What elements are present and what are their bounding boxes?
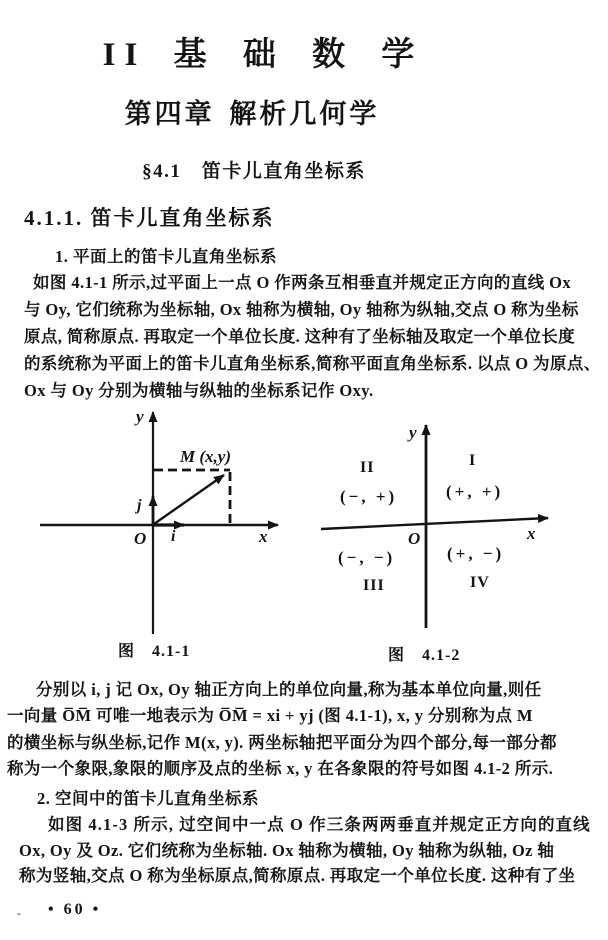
fig2-quadrant-4-sign: (+, −)	[447, 544, 505, 563]
body-line: Ox, Oy 及 Oz. 它们统称为坐标轴. Ox 轴称为横轴, Oy 轴称为纵轴, Oz 轴	[19, 840, 555, 860]
body-line: 一向量 O̅M̅ 可唯一地表示为 O̅M̅ = xi + yj (图 4.1-1), x, y 分别称为点 M	[7, 706, 533, 726]
part-title: II 基 础 数 学	[102, 37, 424, 73]
body-line: 称为竖轴,交点 O 称为坐标原点,简称原点. 再取定一个单位长度. 这种有了坐	[19, 866, 576, 886]
fig1-caption: 图 4.1-1	[118, 643, 191, 660]
subsection-title: 4.1.1. 笛卡儿直角坐标系	[24, 206, 275, 230]
figure-4-1-1-plane-coordinate-system	[28, 398, 320, 666]
fig2-x-axis-line	[321, 518, 548, 529]
fig2-x-axis-label: x	[527, 524, 536, 543]
body-line: 的横坐标与纵坐标,记作 M(x, y). 两坐标轴把平面分为四个部分,每一部分都	[7, 732, 557, 752]
section-title: §4.1 笛卡儿直角坐标系	[142, 161, 366, 182]
body-line: 的系统称为平面上的笛卡儿直角坐标系,简称平面直角坐标系. 以点 O 为原点、	[24, 354, 601, 373]
body-line: 分别以 i, j 记 Ox, Oy 轴正方向上的单位向量,称为基本单位向量,则任	[36, 680, 542, 699]
paragraph-2	[7, 677, 595, 782]
paragraph-1-heading: 1. 平面上的笛卡儿直角坐标系	[55, 247, 277, 266]
paragraph-1	[24, 269, 601, 404]
body-line: 与 Oy, 它们统称为坐标轴, Ox 轴称为横轴, Oy 轴称为纵轴,交点 O 称为坐标	[24, 300, 579, 319]
page-number: • 60 •	[48, 901, 102, 918]
scan-margin-mark: -	[17, 906, 21, 920]
fig2-quadrant-3-label: III	[363, 577, 385, 594]
fig2-origin-label: O	[408, 529, 421, 548]
body-line: 如图 4.1-3 所示, 过空间中一点 O 作三条两两垂直并规定正方向的直线	[48, 815, 591, 834]
body-line: Ox 与 Oy 分别为横轴与纵轴的坐标系记作 Oxy.	[24, 381, 374, 400]
fig1-y-axis-label: y	[136, 407, 144, 426]
fig2-caption: 图 4.1-2	[388, 647, 461, 664]
fig2-quadrant-3-sign: (−, −)	[338, 548, 396, 567]
fig2-quadrant-2-label: II	[360, 459, 375, 476]
fig1-vector-OM-arrow	[154, 475, 224, 524]
fig1-unit-i-label: i	[171, 528, 176, 545]
paragraph-3	[19, 812, 597, 889]
fig2-quadrant-1-label: I	[469, 452, 477, 469]
body-line: 称为一个象限,象限的顺序及点的坐标 x, y 在各象限的符号如图 4.1-2 所示.	[7, 758, 554, 778]
fig1-x-axis-label: x	[259, 527, 268, 546]
fig2-quadrant-2-sign: (−, +)	[340, 487, 398, 506]
fig1-point-M-label: M (x,y)	[180, 447, 231, 466]
body-line: 如图 4.1-1 所示,过平面上一点 O 作两条互相垂直并规定正方向的直线 Ox	[33, 273, 572, 292]
fig2-quadrant-4-label: IV	[470, 574, 490, 591]
fig2-y-axis-label: y	[409, 423, 417, 442]
fig2-quadrant-1-sign: (+, +)	[446, 482, 504, 501]
fig1-unit-j-label: j	[137, 497, 142, 514]
chapter-title: 第四章 解析几何学	[124, 99, 380, 129]
paragraph-3-heading: 2. 空间中的笛卡儿直角坐标系	[37, 789, 259, 808]
figure-4-1-2-quadrants-diagram	[318, 398, 608, 666]
fig1-origin-label: O	[134, 529, 147, 548]
body-line: 原点, 简称原点. 再取定一个单位长度. 这种有了坐标轴及取定一个单位长度	[24, 327, 576, 346]
